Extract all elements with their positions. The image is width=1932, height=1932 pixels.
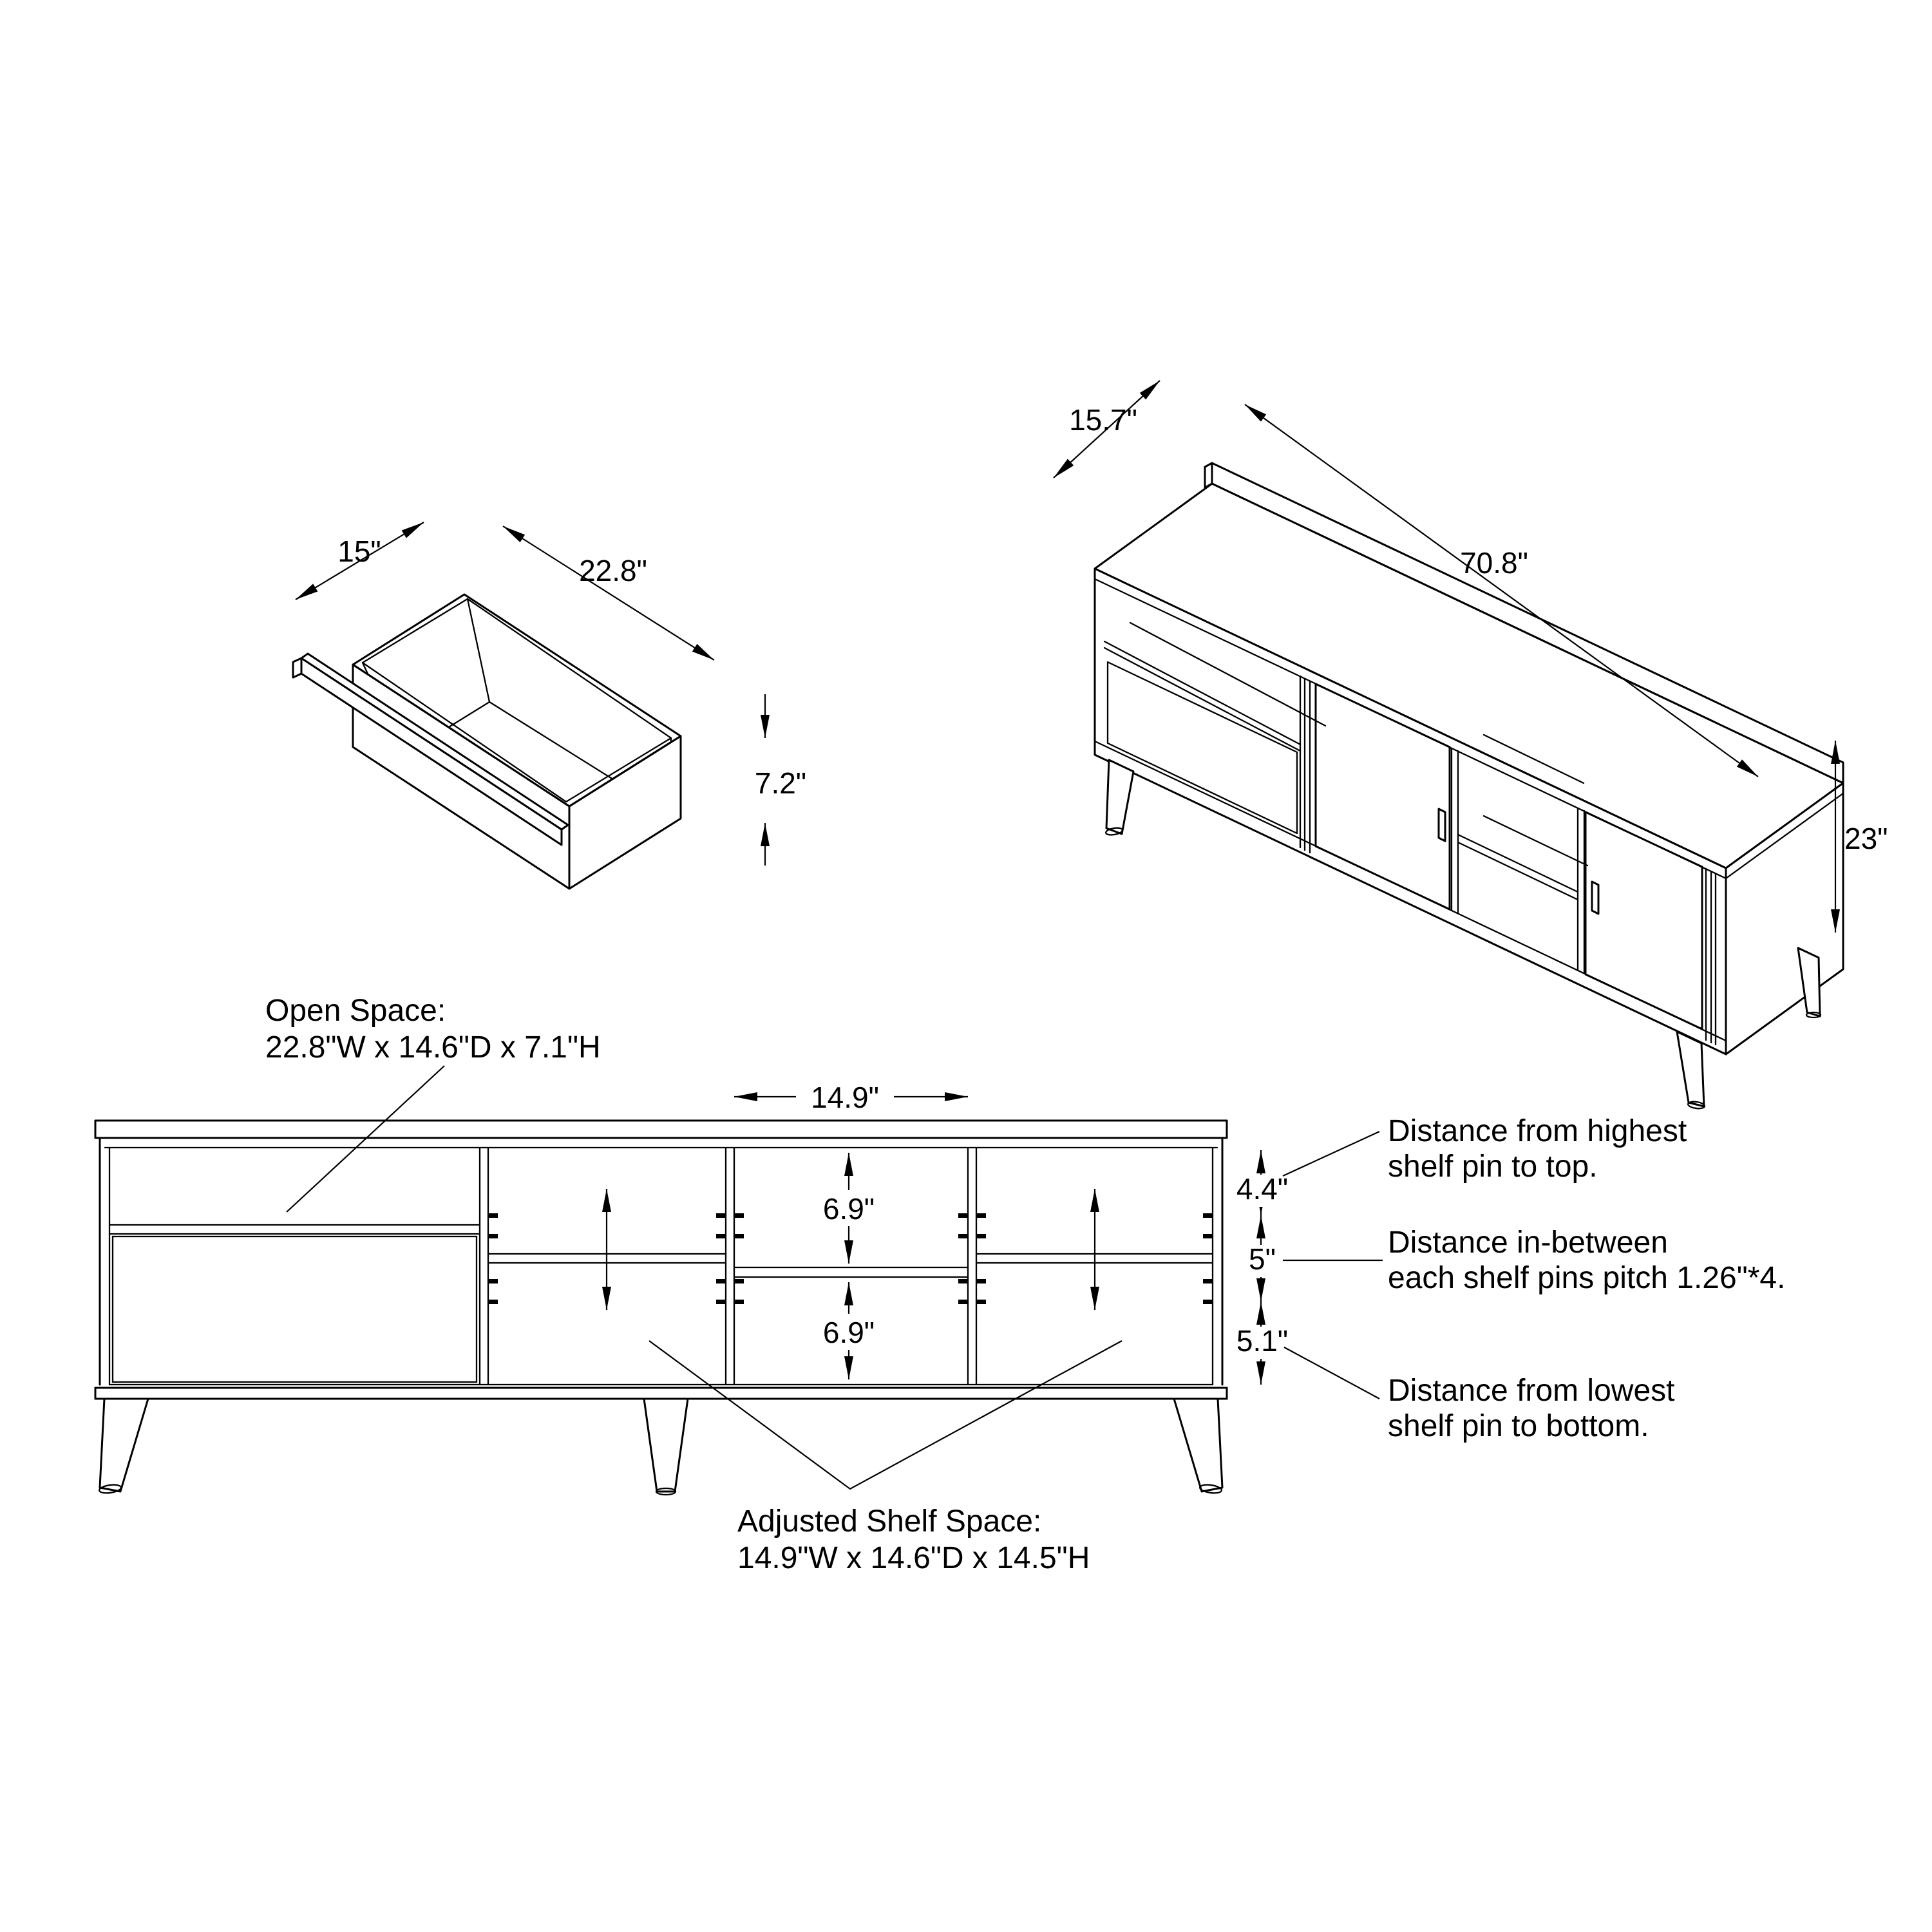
fe-shelf-width-label: 14.9" xyxy=(811,1081,879,1114)
fe-leg-center xyxy=(644,1399,688,1495)
fe-upper-height-label: 6.9" xyxy=(822,1192,875,1226)
drawer-width-label: 22.8" xyxy=(579,554,647,587)
lowest-pin-line1: Distance from lowest xyxy=(1388,1374,1675,1408)
stand-leg-front-left xyxy=(1105,760,1133,836)
fe-pin-top-label: 4.4" xyxy=(1236,1172,1289,1206)
tv-stand-isometric-view xyxy=(1054,381,1888,1110)
fe-divider-1 xyxy=(480,1148,488,1385)
drawer-isometric-view xyxy=(293,522,806,889)
fe-pin-pitch-label: 5" xyxy=(1249,1242,1276,1276)
open-space-line1: Open Space: xyxy=(265,994,446,1028)
open-space-line2: 22.8"W x 14.6"D x 7.1"H xyxy=(265,1030,601,1065)
fe-divider-2 xyxy=(726,1148,734,1385)
fe-leader-adjusted-shelf xyxy=(649,1341,1122,1489)
drawer-height-label: 7.2" xyxy=(754,766,807,800)
drawer-height-dimension xyxy=(755,694,806,866)
drawer-side-panel xyxy=(569,736,681,889)
fe-lower-height-dimension xyxy=(810,1282,887,1379)
drawer-cap-rail-top xyxy=(301,654,568,829)
stand-door-left-handle xyxy=(1439,809,1445,841)
annotation-pin-pitch xyxy=(1388,1226,1785,1295)
fe-leader-lowest-pin xyxy=(1284,1347,1379,1399)
lowest-pin-line2: shelf pin to bottom. xyxy=(1388,1409,1649,1443)
fe-shelf-pins xyxy=(488,1213,1213,1304)
drawer-cap-rail-front xyxy=(301,658,562,845)
adjusted-shelf-line1: Adjusted Shelf Space: xyxy=(737,1504,1042,1539)
stand-width-label: 70.8" xyxy=(1460,546,1528,580)
annotation-open-space xyxy=(265,994,601,1065)
stand-door-right-handle xyxy=(1592,882,1598,914)
fe-leader-highest-pin xyxy=(1283,1132,1379,1176)
highest-pin-line2: shelf pin to top. xyxy=(1388,1150,1598,1184)
fe-upper-height-dimension xyxy=(810,1153,887,1264)
annotation-lowest-pin xyxy=(1388,1374,1674,1443)
highest-pin-line1: Distance from highest xyxy=(1388,1114,1687,1148)
annotation-highest-pin xyxy=(1388,1114,1687,1184)
adjusted-shelf-line2: 14.9"W x 14.6"D x 14.5"H xyxy=(737,1541,1090,1575)
pin-pitch-line1: Distance in-between xyxy=(1388,1226,1668,1260)
stand-height-label: 23" xyxy=(1844,822,1888,855)
stand-depth-label: 15.7" xyxy=(1069,403,1137,437)
tv-stand-front-elevation xyxy=(95,1066,1383,1495)
fe-leg-right xyxy=(1174,1399,1222,1494)
drawer-depth-label: 15" xyxy=(337,535,381,568)
fe-leg-left xyxy=(99,1399,148,1494)
fe-pin-chain xyxy=(1230,1150,1294,1385)
fe-drawer-front xyxy=(113,1236,477,1382)
stand-depth-dimension xyxy=(1054,381,1160,478)
fe-lower-height-label: 6.9" xyxy=(822,1316,875,1349)
drawer-interior-corner-back xyxy=(468,599,489,702)
fe-pin-bottom-label: 5.1" xyxy=(1236,1324,1289,1358)
annotation-adjusted-shelf xyxy=(737,1504,1090,1575)
drawer-cap-rail-end xyxy=(293,658,301,677)
pin-pitch-line2: each shelf pins pitch 1.26"*4. xyxy=(1388,1261,1786,1295)
stand-leg-front-right xyxy=(1677,1032,1705,1110)
drawer-depth-dimension xyxy=(296,522,424,600)
fe-col3-shelf xyxy=(734,1267,968,1277)
fe-shelf-width-dimension xyxy=(734,1079,968,1114)
fe-divider-3 xyxy=(968,1148,976,1385)
